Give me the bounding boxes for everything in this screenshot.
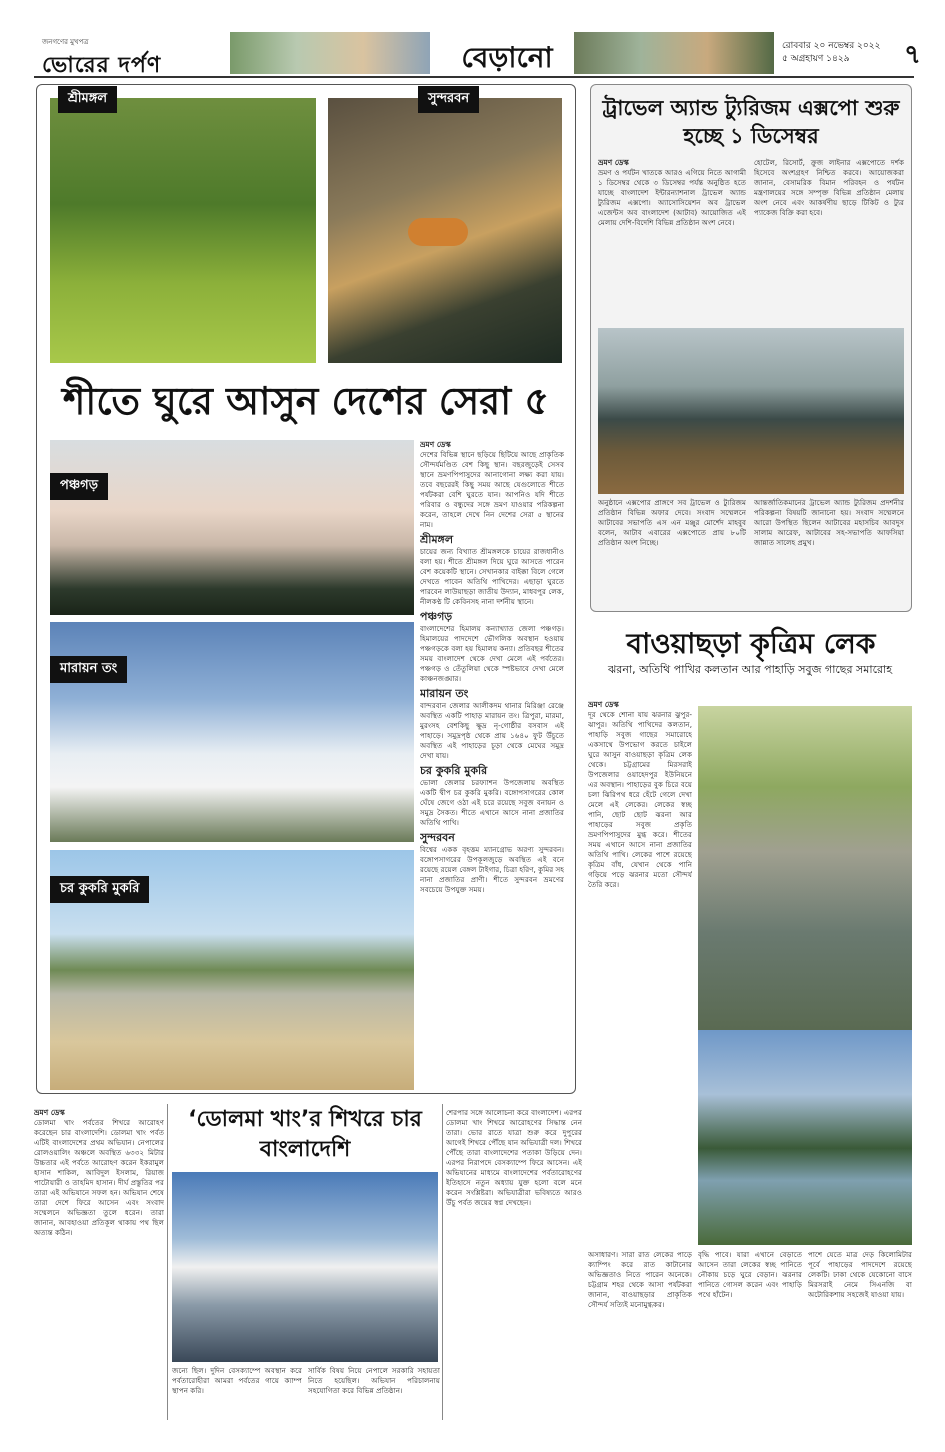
column-rule	[167, 1104, 168, 1420]
section-title: বেড়ানো	[461, 41, 553, 74]
main-article-body	[420, 440, 564, 1090]
travel-col-2: হোটেল, রিসোর্ট, ক্রুজ লাইনার এক্সপোতে দর্শক হিসেবে অংশগ্রহণ নিশ্চিত করবে। আয়োজকরা জানান, বেসামরিক বিমান পরিবহন ও পর্যটন মন্ত্রণালয়ের সঙ্গে সম্পৃক্ত বিভিন্ন প্রতিষ্ঠান মেলায় অংশ নেবে এবং আকর্ষণীয় ছাড়ে টিকিট ও ট্যুর প্যাকেজ বিক্রি করা হবে।	[754, 158, 904, 217]
lake-headline: বাওয়াছড়া কৃত্রিম লেক	[626, 627, 876, 660]
subhead-sundarban: সুন্দরবন	[420, 831, 455, 844]
subhead-sreemangal: শ্রীমঙ্গল	[420, 533, 454, 546]
logo-name: ভোরের দর্পণ	[42, 53, 162, 78]
logo-tagline: জনগণের মুখপত্র	[42, 38, 89, 46]
masthead-photo-strip-left	[230, 32, 430, 74]
travel-headline: ট্রাভেল অ্যান্ড ট্যুরিজম এক্সপো শুরু হচ্ছে ১ ডিসেম্বর	[602, 96, 900, 148]
photo-label-marayan: মারায়ন তং	[50, 656, 127, 683]
lake-col-2: অসাধারণ। সারা রাত লেকের পাড়ে ক্যাম্পিং করে রাত কাটানোর অভিজ্ঞতাও নিতে পারেন অনেকে। চট্টগ্রাম শহর থেকে আসা পর্যটকরা জানান, বাওয়াছড়ার প্রাকৃতিক সৌন্দর্য সত্যিই মনোমুগ্ধকর।	[588, 1250, 692, 1309]
travel-byline: ভ্রমণ ডেস্ক	[598, 158, 629, 167]
photo-panchagarh-kanchenjunga	[50, 440, 414, 615]
newspaper-logo	[42, 36, 222, 78]
travel-col-4: আন্তর্জাতিকমানের ট্রাভেল অ্যান্ড ট্যুরিজম প্রদর্শনীর পরিকল্পনা বিষয়টি জানানো হয়। সংবাদ সম্মেলনে আরো উপস্থিত ছিলেন আটাবের মহাসচিব আবদুস সালাম আরেফ, আটাবের সহ-সভাপতি আফসিয়া জান্নাত সালেহ প্রমুখ।	[754, 498, 904, 547]
body-sundarban: বিশ্বের একক বৃহত্তম ম্যানগ্রোভ অরণ্য সুন্দরবন। বঙ্গোপসাগরের উপকূলজুড়ে অবস্থিত এই বনে রয়েছে রয়েল বেঙ্গল টাইগার, চিত্রা হরিণ, কুমির সহ নানা প্রজাতির প্রাণী। শীতে সুন্দরবন ভ্রমণের সবচেয়ে উপযুক্ত সময়।	[420, 845, 564, 894]
lake-col-3: বৃদ্ধি পাবে। যারা এখানে বেড়াতে আসেন তারা লেকের স্বচ্ছ পানিতে নৌকায় চড়ে ঘুরে বেড়ান। ঝরনার পানিতে গোসল করেন এবং পাহাড়ি পথে হাঁটেন।	[698, 1250, 802, 1299]
dolma-byline: ভ্রমণ ডেস্ক	[34, 1108, 65, 1117]
body-panchagarh: বাংলাদেশের হিমালয় কন্যাখ্যাত জেলা পঞ্চগড়। হিমালয়ের পাদদেশে ভৌগলিক অবস্থান হওয়ায় পঞ্চগড়কে বলা হয় হিমালয় কন্যা। প্রতিবছর শীতের সময় বাংলাদেশ থেকে দেখা মেলে এই পর্বতের। পঞ্চগড় ও তেঁতুলিয়া থেকে স্পষ্টভাবে দেখা মেলে কাঞ্চনজঙ্ঘার।	[420, 624, 564, 683]
lake-col-1-text: দূর থেকে শোনা যায় ঝরনার ঝুপুর-ঝাপুর। অতিথি পাখিদের কলতান, পাহাড়ি সবুজ গাছের সমারোহে একসাথে উপভোগ করতে চাইলে ঘুরে আসুন বাওয়াছড়া কৃত্রিম লেক থেকে। চট্টগ্রামের মিরসরাই উপজেলার ওয়াহেদপুর ইউনিয়নে এর অবস্থান। পাহাড়ের বুক চিরে বয়ে চলা ঝিরিপথ ধরে হেঁটে গেলে দেখা মেলে এই লেকের। লেকের স্বচ্ছ পানি, ছোট ছোট ঝরনা আর পাহাড়ের সবুজ প্রকৃতি ভ্রমণপিপাসুদের মুগ্ধ করে। শীতের সময় এখানে আসে নানা প্রজাতির অতিথি পাখি। লেকের পাশে রয়েছে কৃত্রিম বাঁধ, যেখান থেকে পানি গড়িয়ে পড়ে ঝরনার মতো সৌন্দর্য তৈরি করে।	[588, 710, 692, 889]
masthead	[34, 30, 921, 78]
subhead-panchagarh: পঞ্চগড়	[420, 610, 453, 623]
photo-marayan-tong-clouds	[50, 622, 414, 842]
photo-lake-waterfall	[698, 706, 912, 1030]
subhead-char: চর কুকরি মুকরি	[420, 764, 488, 777]
subhead-marayan: মারায়ন তং	[420, 687, 469, 700]
lake-subheadline: ঝরনা, অতিথি পাখির কলতান আর পাহাড়ি সবুজ গাছের সমারোহ	[607, 663, 893, 676]
lake-byline: ভ্রমণ ডেস্ক	[588, 700, 619, 709]
photo-label-panchagarh: পঞ্চগড়	[50, 473, 108, 500]
travel-col-3: অনুষ্ঠানে এক্সপোর প্রাঙ্গণে সব ট্রাভেল ও ট্যুরিজম প্রতিষ্ঠান বিভিন্ন অফার দেবে। সংবাদ সম্মেলনে আটাবের সভাপতি এস এন মঞ্জুর মোর্শেদ মাহবুব বলেন, আটাব এবারের এক্সপোতে প্রায় ৮০টি প্রতিষ্ঠান অংশ নিচ্ছে।	[598, 498, 746, 547]
tiger-shape	[408, 218, 468, 246]
photo-sundarban-tiger	[328, 98, 562, 363]
photo-label-sreemangal: শ্রীমঙ্গল	[58, 86, 117, 113]
page-number: ৭	[904, 40, 921, 70]
main-byline: ভ্রমণ ডেস্ক	[420, 440, 451, 449]
body-sreemangal: চায়ের জন্য বিখ্যাত শ্রীমঙ্গলকে চায়ের রাজধানীও বলা হয়। শীতে শ্রীমঙ্গল দিয়ে ঘুরে আসতে পারেন বেশ কয়েকটি স্থানে। সেখানকার বাইক্কা বিলে গেলে দেখতে পাবেন অতিথি পাখিদের। এছাড়া ঘুরতে পারবেন লাউয়াছড়া জাতীয় উদ্যান, মাধবপুর লেক, নীলকণ্ঠ টি কেবিনসহ নানা দর্শনীয় স্থানে।	[420, 547, 564, 606]
photo-label-sundarban: সুন্দরবন	[418, 86, 479, 113]
photo-label-char: চর কুকরি মুকরি	[50, 876, 149, 903]
dolma-col-3: সার্বিক বিষয় নিয়ে নেপালে সরকারি সহায়তা নিতে হয়েছিল। অভিযান পরিচালনায় সহযোগিতা করে বিভিন্ন প্রতিষ্ঠান।	[308, 1366, 440, 1395]
photo-boats-on-lake	[598, 328, 904, 494]
dolma-col-4: শেরপার সঙ্গে আলোচনা করে বাংলাদেশ। এরপর ডোলমা খাং শিখরে আরোহণের সিদ্ধান্ত নেন তারা। ভোর রাতে যাত্রা শুরু করে দুপুরের আগেই শিখরে পৌঁছে যান অভিযাত্রী দল। শিখরে পৌঁছে তারা বাংলাদেশের পতাকা উড়িয়ে দেন। এরপর নিরাপদে বেসক্যাম্পে ফিরে আসেন। এই অভিযানের মাধ্যমে বাংলাদেশের পর্বতারোহণের ইতিহাসে নতুন অধ্যায় যুক্ত হলো বলে মনে করেন সংশ্লিষ্টরা। অভিযাত্রীরা ভবিষ্যতে আরও উঁচু পর্বত জয়ের স্বপ্ন দেখছেন।	[446, 1108, 582, 1207]
date-bangla: ৫ অগ্রহায়ণ ১৪২৯	[782, 54, 850, 64]
dolma-headline: ‘ডোলমা খাং’র শিখরে চার বাংলাদেশি	[188, 1107, 422, 1162]
dateline	[782, 40, 892, 66]
body-char: ভোলা জেলার চরফ্যাশন উপজেলায় অবস্থিত একটি দ্বীপ চর কুকরি মুকরি। বঙ্গোপসাগরের কোল ঘেঁষে জেগে ওঠা এই চরে রয়েছে সবুজ বনায়ন ও সমুদ্র সৈকত। শীতে এখানে আসে নানা প্রজাতির অতিথি পাখি।	[420, 778, 564, 827]
travel-col-1	[598, 158, 746, 338]
dolma-col-2: জন্যে ছিল। দুদিন বেসক্যাম্পে অবস্থান করে পর্বতারোহীরা আমরা পর্বতের গায়ে ক্যাম্প স্থাপন করি।	[172, 1366, 302, 1395]
masthead-photo-strip-right	[574, 32, 774, 74]
lake-col-1	[588, 700, 692, 1245]
main-headline: শীতে ঘুরে আসুন দেশের সেরা ৫	[62, 379, 550, 423]
photo-climbers-summit	[172, 1172, 438, 1362]
column-rule	[442, 1104, 443, 1420]
photo-sreemangal-tea-garden	[50, 98, 316, 363]
lake-col-4: পাশে যেতে মাত্র দেড় কিলোমিটার পূর্বে পাহাড়ের পাদদেশে রয়েছে লেকটি। ঢাকা থেকে যেকোনো বাসে মিরসরাই নেমে সিএনজি বা অটোরিকশায় সহজেই যাওয়া যায়।	[808, 1250, 912, 1299]
dolma-col-1-text: ডোলমা খাং পর্বতের শিখরে আরোহণ করেছেন চার বাংলাদেশি। ডোলমা খাং পর্বত এটিই বাংলাদেশের প্রথম অভিযান। নেপালের রোলওয়ালিং অঞ্চলে অবস্থিত ৬৩৩২ মিটার উচ্চতার এই পর্বতে আরোহণ করেন ইকরামুল হাসান শাকিল, আবিদুল ইসলাম, রিয়াজ পাটোয়ারী ও তাহমিদ হাসান। দীর্ঘ প্রস্তুতির পর তারা এই অভিযানে সফল হন। অভিযান শেষে তারা দেশে ফিরে আসেন এবং সংবাদ সম্মেলনে অভিজ্ঞতা তুলে ধরেন। তারা জানান, আবহাওয়া প্রতিকূল থাকায় পথ ছিল অত্যন্ত কঠিন।	[34, 1118, 164, 1237]
travel-col-1-text: ভ্রমণ ও পর্যটন খাতকে আরও এগিয়ে নিতে আগামী ১ ডিসেম্বর থেকে ৩ ডিসেম্বর পর্যন্ত অনুষ্ঠিত হতে যাচ্ছে বাংলাদেশ ইন্টারন্যাশনাল ট্রাভেল অ্যান্ড ট্যুরিজম এক্সপো। অ্যাসোসিয়েশন অব ট্রাভেল এজেন্টস অব বাংলাদেশ (আটাব) আয়োজিত এই মেলায় দেশি-বিদেশি বিভিন্ন প্রতিষ্ঠান অংশ নেবে।	[598, 168, 746, 227]
main-intro: দেশের বিভিন্ন স্থানে ছড়িয়ে ছিটিয়ে আছে প্রাকৃতিক সৌন্দর্যমণ্ডিত বেশ কিছু স্থান। বছরজুড়েই সেসব স্থানে ভ্রমণপিপাসুদের আনাগোনা লক্ষ্য করা যায়। তবে বছরেরই কিছু সময় আছে যেগুলোতে শীতে পর্যটকরা বেশি ঘুরতে যান। আপনিও যদি শীতে পরিবার ও বন্ধুদের সঙ্গে ভ্রমণ যাওয়ার পরিকল্পনা করেন, তাহলে দেখে নিন দেশের সেরা ৫ স্থানের নাম।	[420, 450, 564, 529]
body-marayan: বান্দরবান জেলার আলীকদম থানার মিরিঞ্জা রেঞ্জে অবস্থিত একটি পাহাড় মারায়ন তং। ত্রিপুরা, মারমা, মুরংসহ বেশকিছু ক্ষুদ্র নৃ-গোষ্ঠীর বসবাস এই পাহাড়ে। সমুদ্রপৃষ্ঠ থেকে প্রায় ১৬৪০ ফুট উঁচুতে অবস্থিত এই পাহাড়ের চূড়া থেকে মেঘের সমুদ্র দেখা যায়।	[420, 701, 564, 760]
dolma-col-1	[34, 1108, 164, 1420]
photo-lake-landscape	[698, 1030, 912, 1245]
date-english: রোববার ২০ নভেম্বর ২০২২	[782, 41, 881, 51]
